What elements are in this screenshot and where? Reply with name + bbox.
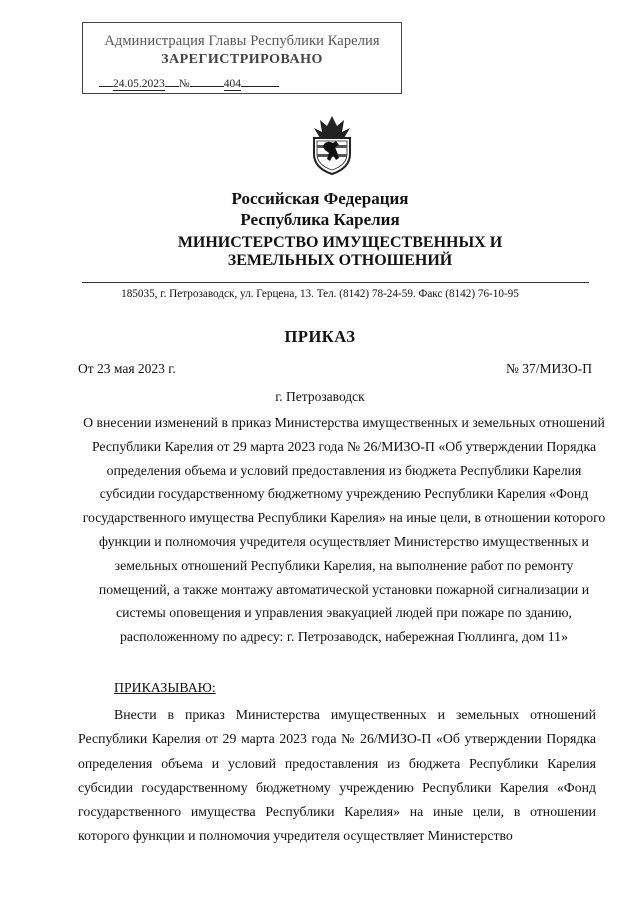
document-number: № 37/МИЗО-П <box>505 361 592 376</box>
order-word: ПРИКАЗЫВАЮ: <box>114 680 216 695</box>
stamp-registered-label: ЗАРЕГИСТРИРОВАНО <box>161 52 323 67</box>
document-title: О внесении изменений в приказ Министерства имущественных и земельных отношений Республики Карелия от 29 марта 2023 года № 26/МИЗО-П «Об утверждении Порядка определения объема и условий предоставления из бюджета Республики Карелия субсидии государственному бюджетному учреждению Республики Карелия «Фонд государственного имущества Республики Карелия» на иные цели, в отношении которого функции и полномочия учредителя осуществляет Министерство имущественных и земельных отношений Республики Карелия, на выполнение работ по ремонту помещений, а также монтажу автоматической установки пожарной сигнализации и системы оповещения и управления эвакуацией людей при пожаре по зданию, расположенному по адресу: г. Петрозаводск, набережная Гюллинга, дом 11» <box>82 415 606 645</box>
document-date: От 23 мая 2023 г. <box>78 361 176 376</box>
stamp-date: 24.05.2023 <box>113 78 165 90</box>
header-republic: Республика Карелия <box>240 210 400 229</box>
registration-stamp <box>82 22 402 94</box>
header-federation: Российская Федерация <box>231 189 409 208</box>
stamp-number: 404 <box>223 78 241 90</box>
document-city: г. Петрозаводск <box>275 389 365 404</box>
karelia-coat-of-arms-icon <box>306 114 358 176</box>
header-address: 185035, г. Петрозаводск, ул. Герцена, 13. Тел. (8142) 78-24-59. Факс (8142) 76-10-95 <box>121 288 519 300</box>
header-ministry: МИНИСТЕРСТВО ИМУЩЕСТВЕННЫХ И ЗЕМЕЛЬНЫХ ОТНОШЕНИЙ <box>177 234 503 269</box>
document-type: ПРИКАЗ <box>284 327 356 346</box>
document-body: Внести в приказ Министерства имущественных и земельных отношений Республики Карелия от 29 марта 2023 года № 26/МИЗО-П «Об утверждении Порядка определения объема и условий предоставления из бюджета Республики Карелия субсидии государственному бюджетному учреждению Республики Карелия «Фонд государственного имущества Республики Карелия» на иные цели, в отношении которого функции и полномочия учредителя осуществляет Министерство <box>78 707 596 844</box>
header-divider <box>82 282 589 283</box>
stamp-organization: Администрация Главы Республики Карелия <box>104 33 380 49</box>
stamp-number-sign: № <box>178 78 190 90</box>
stamp-registration-line <box>99 78 331 91</box>
